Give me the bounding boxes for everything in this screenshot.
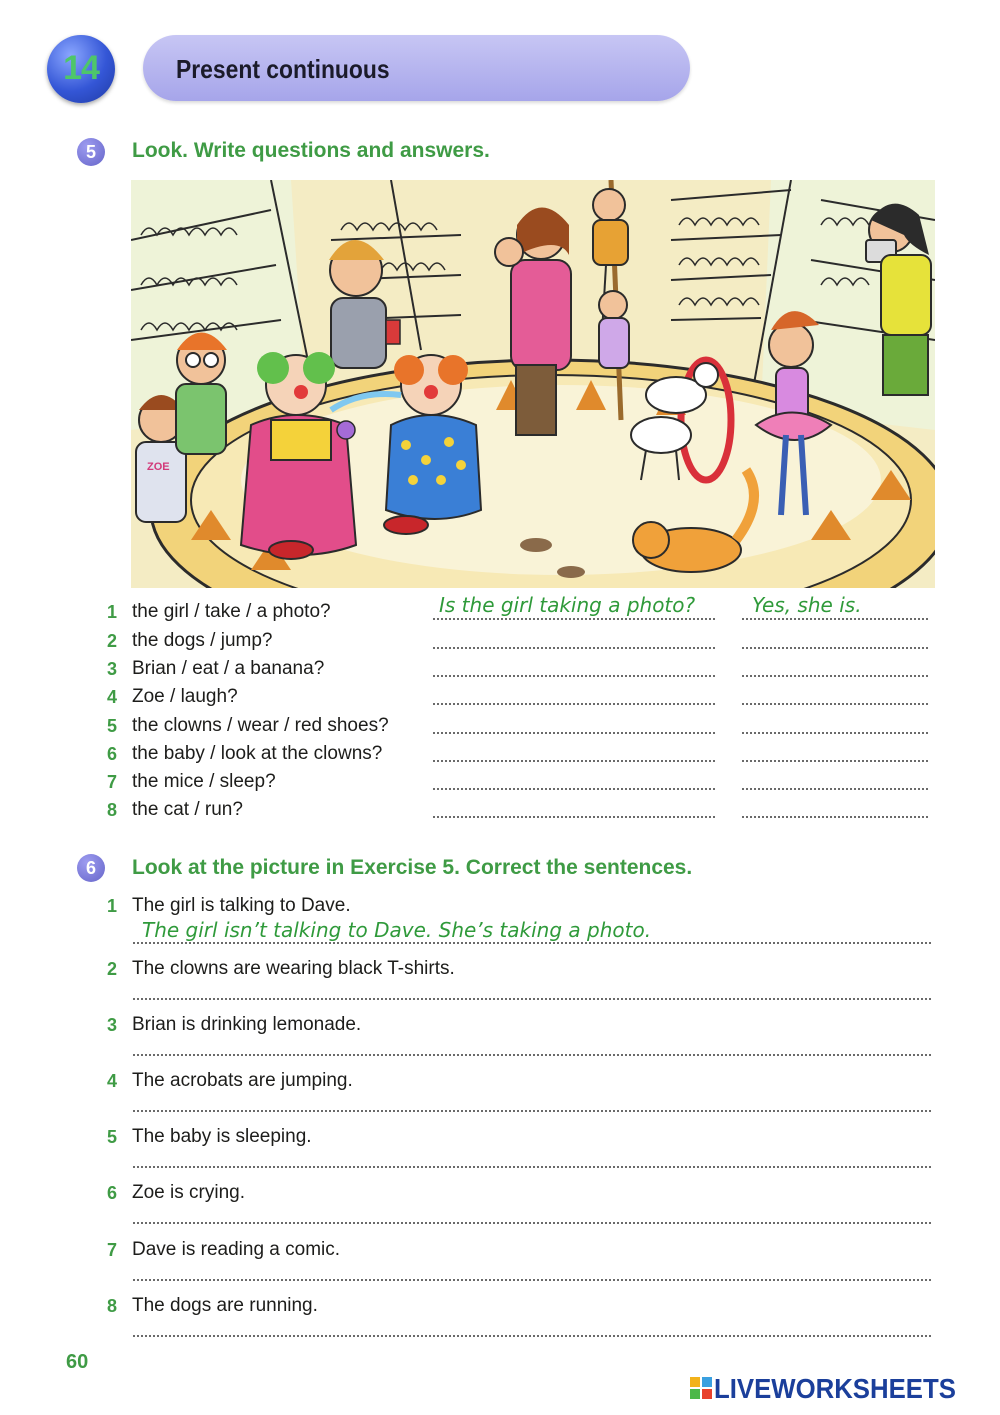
unit-number: 14 [63, 49, 99, 87]
answer-input[interactable] [744, 709, 930, 731]
exercise-5-badge: 5 [77, 138, 105, 166]
answer-line [132, 1054, 931, 1056]
answer-input[interactable] [744, 793, 930, 815]
question-line [432, 675, 715, 677]
item-number: 4 [107, 687, 118, 707]
item-number: 8 [107, 800, 118, 820]
prompt-text: the clowns / wear / red shoes? [132, 715, 389, 736]
correction-input[interactable] [136, 1031, 930, 1053]
correction-input[interactable] [136, 1087, 930, 1109]
sentence-text: The clowns are wearing black T-shirts. [132, 958, 455, 979]
question-input[interactable] [436, 624, 714, 646]
answer-line [132, 998, 931, 1000]
circus-illustration [131, 180, 935, 588]
item-number: 3 [107, 1015, 118, 1035]
answer-input[interactable] [744, 652, 930, 674]
question-input[interactable] [436, 680, 714, 702]
answer-line [132, 942, 931, 944]
question-line [432, 816, 715, 818]
answer-line [741, 647, 930, 649]
exercise-6-instruction: Look at the picture in Exercise 5. Correct the sentences. [132, 856, 693, 879]
item-number: 1 [107, 602, 118, 622]
page-title: Present continuous [176, 54, 390, 84]
correction-input[interactable] [136, 1256, 930, 1278]
answer-line [741, 816, 930, 818]
exercise-6-badge: 6 [77, 854, 105, 882]
answer-line [132, 1166, 931, 1168]
sentence-text: The girl is talking to Dave. [132, 895, 351, 916]
question-input[interactable] [436, 709, 714, 731]
question-input[interactable] [436, 793, 714, 815]
answer-line [741, 760, 930, 762]
correction-input[interactable] [136, 1143, 930, 1165]
question-answer-sample: Is the girl taking a photo? [439, 593, 696, 617]
sentence-text: Dave is reading a comic. [132, 1239, 341, 1260]
question-line [432, 618, 715, 620]
answer-line [741, 675, 930, 677]
item-number: 2 [107, 959, 118, 979]
question-line [432, 703, 715, 705]
item-number: 3 [107, 659, 118, 679]
sentence-text: Brian is drinking lemonade. [132, 1014, 362, 1035]
item-number: 6 [107, 1183, 118, 1203]
correction-input[interactable] [136, 1199, 930, 1221]
answer-input[interactable] [744, 737, 930, 759]
question-input[interactable] [436, 652, 714, 674]
item-number: 8 [107, 1296, 118, 1316]
prompt-text: the cat / run? [132, 799, 243, 820]
short-answer-sample: Yes, she is. [752, 593, 862, 617]
item-number: 6 [107, 744, 118, 764]
question-line [432, 788, 715, 790]
sentence-text: The baby is sleeping. [132, 1126, 312, 1147]
question-line [432, 732, 715, 734]
answer-line [132, 1222, 931, 1224]
prompt-text: the girl / take / a photo? [132, 601, 331, 622]
answer-line [741, 788, 930, 790]
answer-line [741, 703, 930, 705]
question-input[interactable] [436, 737, 714, 759]
prompt-text: Zoe / laugh? [132, 686, 238, 707]
item-number: 4 [107, 1071, 118, 1091]
answer-line [132, 1335, 931, 1337]
answer-input[interactable] [744, 680, 930, 702]
prompt-text: the mice / sleep? [132, 771, 276, 792]
item-number: 5 [107, 1127, 118, 1147]
sentence-text: Zoe is crying. [132, 1182, 245, 1203]
corrected-sentence-sample: The girl isn’t talking to Dave. She’s taking a photo. [142, 918, 652, 942]
item-number: 7 [107, 772, 118, 792]
question-line [432, 647, 715, 649]
prompt-text: Brian / eat / a banana? [132, 658, 325, 679]
item-number: 2 [107, 631, 118, 651]
page-number: 60 [66, 1351, 89, 1373]
item-number: 5 [107, 716, 118, 736]
sentence-text: The dogs are running. [132, 1295, 318, 1316]
correction-input[interactable] [136, 1312, 930, 1334]
prompt-text: the dogs / jump? [132, 630, 273, 651]
answer-line [132, 1110, 931, 1112]
prompt-text: the baby / look at the clowns? [132, 743, 383, 764]
answer-input[interactable] [744, 765, 930, 787]
liveworksheets-logo-icon [690, 1377, 712, 1399]
question-input[interactable] [436, 765, 714, 787]
answer-line [741, 732, 930, 734]
answer-line [132, 1279, 931, 1281]
sentence-text: The acrobats are jumping. [132, 1070, 353, 1091]
zoe-shirt-label: ZOE [147, 461, 170, 473]
answer-input[interactable] [744, 624, 930, 646]
item-number: 7 [107, 1240, 118, 1260]
question-line [432, 760, 715, 762]
liveworksheets-brand[interactable]: LIVEWORKSHEETS [714, 1373, 956, 1404]
correction-input[interactable] [136, 975, 930, 997]
answer-line [741, 618, 930, 620]
item-number: 1 [107, 896, 118, 916]
exercise-5-instruction: Look. Write questions and answers. [132, 139, 490, 162]
